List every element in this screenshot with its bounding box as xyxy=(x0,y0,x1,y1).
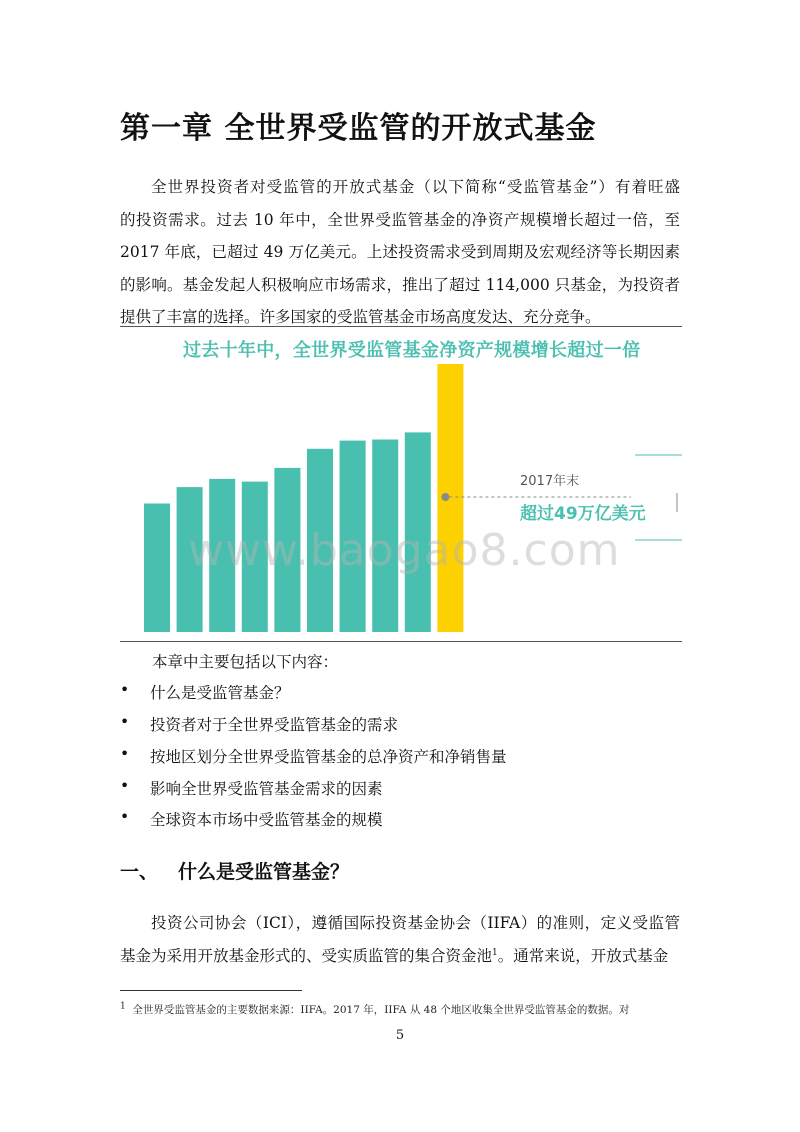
section-paragraph xyxy=(120,907,680,972)
footnote xyxy=(120,1002,629,1017)
footnote-marker: 1 xyxy=(120,1001,126,1012)
section-line: 投资公司协会（ICI），遵循国际投资基金协会（IIFA）的准则，定义受监管 xyxy=(151,914,680,932)
chart-top-rule xyxy=(120,326,682,327)
annotation-year: 2017年末 xyxy=(520,474,580,489)
chart-title: 过去十年中，全世界受监管基金净资产规模增长超过一倍 xyxy=(183,340,641,361)
bullet-text: 影响全世界受监管基金需求的因素 xyxy=(150,780,383,798)
bullet-dot: • xyxy=(120,808,130,826)
chapter-title: 第一章 全世界受监管的开放式基金 xyxy=(120,111,597,146)
watermark: www.baogao8.com xyxy=(188,525,621,576)
bullet-text: 按地区划分全世界受监管基金的总净资产和净销售量 xyxy=(150,748,507,766)
section-line-text: 基金为采用开放基金形式的、受实质监管的集合资金池 xyxy=(120,946,493,965)
footnote-text: 全世界受监管基金的主要数据来源：IIFA。2017 年，IIFA 从 48 个地区收集全世界受监管基金的数据。对 xyxy=(132,1004,630,1016)
content-intro: 本章中主要包括以下内容： xyxy=(152,653,339,671)
intro-line: 提供了丰富的选择。许多国家的受监管基金市场高度发达、充分竞争。 xyxy=(120,308,601,326)
chart-bar xyxy=(144,504,170,633)
bullet-text: 什么是受监管基金？ xyxy=(150,684,290,702)
bar-chart xyxy=(120,355,682,640)
highlight-bar xyxy=(437,364,463,632)
section-title: 什么是受监管基金？ xyxy=(178,861,350,883)
bullet-dot: • xyxy=(120,713,130,731)
section-line xyxy=(120,940,680,973)
intro-paragraph xyxy=(120,171,680,334)
annotation-value: 超过49万亿美元 xyxy=(520,504,646,524)
annotation-dot xyxy=(441,493,449,501)
chart-bars xyxy=(144,364,463,632)
section-line-text: 。通常来说，开放式基金 xyxy=(497,946,669,965)
intro-line: 的投资需求。过去 10 年中，全世界受监管基金的净资产规模增长超过一倍，至 xyxy=(120,210,680,229)
intro-line: 2017 年底，已超过 49 万亿美元。上述投资需求受到周期及宏观经济等长期因素 xyxy=(120,243,680,261)
footnote-rule xyxy=(120,990,302,991)
footnote-ref[interactable]: 1 xyxy=(492,947,498,958)
bullet-text: 全球资本市场中受监管基金的规模 xyxy=(150,811,383,829)
bullet-dot: • xyxy=(120,681,130,699)
page-number: 5 xyxy=(395,1028,405,1043)
bullet-text: 投资者对于全世界受监管基金的需求 xyxy=(150,716,399,734)
bullet-dot: • xyxy=(120,745,130,763)
intro-line: 全世界投资者对受监管的开放式基金（以下简称“受监管基金”）有着旺盛 xyxy=(151,178,680,196)
bullet-dot: • xyxy=(120,777,130,795)
intro-line: 的影响。基金发起人积极响应市场需求，推出了超过 114,000 只基金，为投资者 xyxy=(120,275,680,294)
section-number: 一、 xyxy=(120,861,159,883)
chart-bottom-rule xyxy=(120,641,682,642)
